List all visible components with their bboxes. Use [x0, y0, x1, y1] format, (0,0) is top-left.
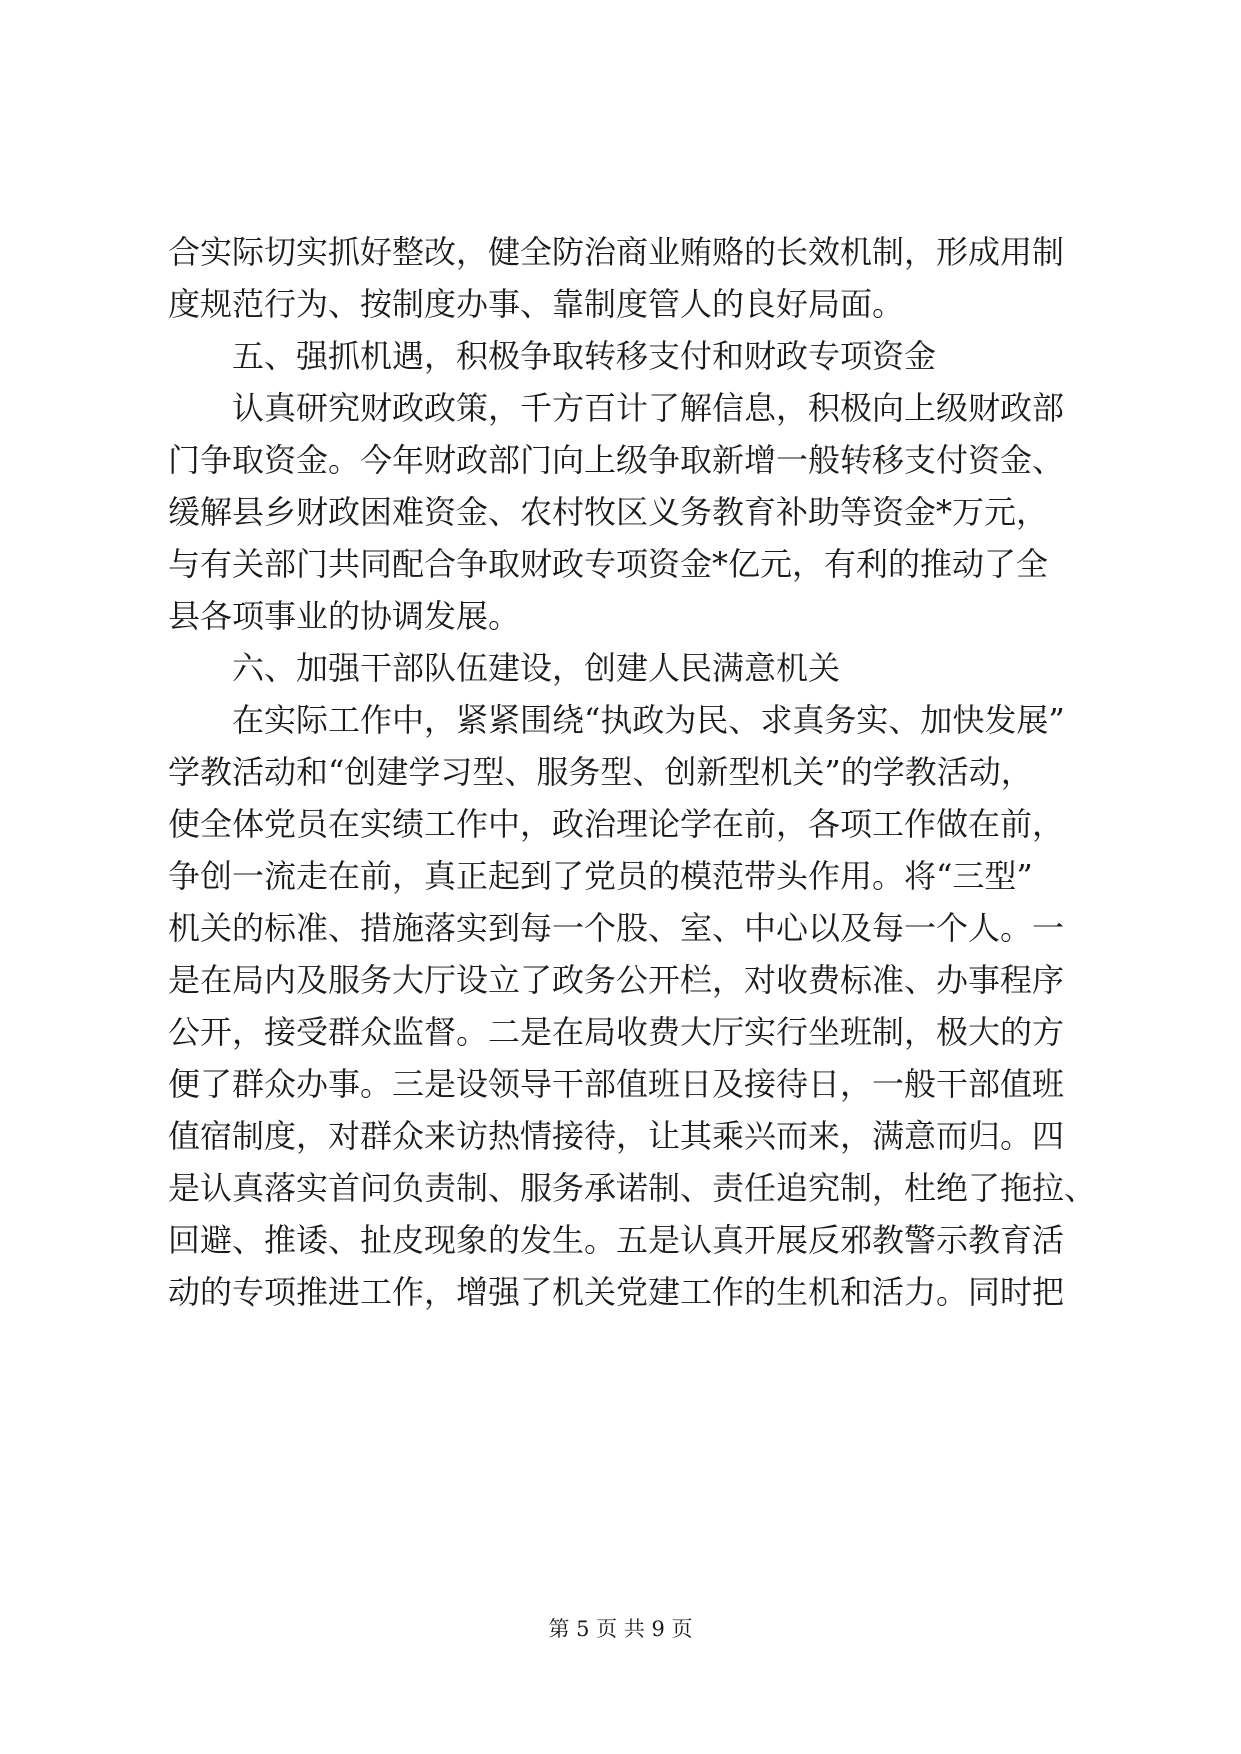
text-line: 是认真落实首问负责制、服务承诺制、责任追究制，杜绝了拖拉、 — [168, 1169, 1097, 1207]
text-line: 是在局内及服务大厅设立了政务公开栏，对收费标准、办事程序 — [168, 961, 1065, 999]
text-line: 机关的标准、措施落实到每一个股、室、中心以及每一个人。一 — [168, 909, 1065, 947]
text-line: 县各项事业的协调发展。 — [168, 597, 521, 635]
text-line: 门争取资金。今年财政部门向上级争取新增一般转移支付资金、 — [168, 441, 1065, 479]
page-number: 第 5 页 共 9 页 — [548, 1617, 693, 1641]
section-heading: 六、加强干部队伍建设，创建人民满意机关 — [232, 649, 841, 687]
text-line: 使全体党员在实绩工作中，政治理论学在前，各项工作做在前， — [168, 805, 1065, 843]
text-line: 学教活动和“创建学习型、服务型、创新型机关”的学教活动， — [168, 753, 1033, 791]
text-line: 便了群众办事。三是设领导干部值班日及接待日，一般干部值班 — [168, 1065, 1065, 1103]
text-line: 争创一流走在前，真正起到了党员的模范带头作用。将“三型” — [168, 857, 1033, 895]
text-line: 缓解县乡财政困难资金、农村牧区义务教育补助等资金*万元， — [168, 493, 1049, 531]
text-line: 认真研究财政政策，千方百计了解信息，积极向上级财政部 — [232, 389, 1065, 427]
text-line: 在实际工作中，紧紧围绕“执政为民、求真务实、加快发展” — [232, 701, 1065, 739]
section-heading: 五、强抓机遇，积极争取转移支付和财政专项资金 — [232, 337, 937, 375]
text-line: 度规范行为、按制度办事、靠制度管人的良好局面。 — [168, 285, 905, 323]
text-line: 值宿制度，对群众来访热情接待，让其乘兴而来，满意而归。四 — [168, 1117, 1065, 1155]
text-line: 动的专项推进工作，增强了机关党建工作的生机和活力。同时把 — [168, 1273, 1065, 1311]
text-line: 公开，接受群众监督。二是在局收费大厅实行坐班制，极大的方 — [168, 1013, 1065, 1051]
text-line: 与有关部门共同配合争取财政专项资金*亿元，有利的推动了全 — [168, 545, 1049, 583]
text-line: 合实际切实抓好整改，健全防治商业贿赂的长效机制，形成用制 — [168, 233, 1065, 271]
text-line: 回避、推诿、扯皮现象的发生。五是认真开展反邪教警示教育活 — [168, 1221, 1065, 1259]
